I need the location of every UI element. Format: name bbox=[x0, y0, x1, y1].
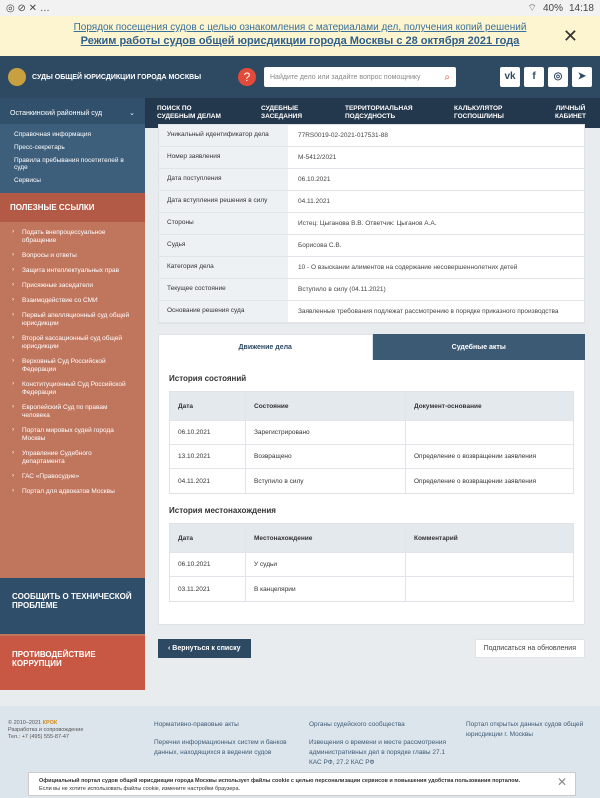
case-info-row bbox=[159, 147, 584, 169]
sidebar-item-info[interactable]: Справочная информация bbox=[14, 131, 91, 138]
history-table bbox=[169, 391, 574, 494]
table-row bbox=[170, 445, 573, 469]
table-cell: 06.10.2021 bbox=[170, 553, 246, 576]
case-history-panel bbox=[158, 360, 585, 625]
case-info-row bbox=[159, 191, 584, 213]
clock: 14:18 bbox=[568, 2, 594, 14]
case-info-value: 04.11.2021 bbox=[298, 198, 331, 205]
sidebar-link[interactable]: › Взаимодействие со СМИ bbox=[0, 294, 145, 309]
notice-link-visits[interactable]: Порядок посещения судов с целью ознакомления с материалами дел, получения копий решений bbox=[73, 22, 527, 33]
case-info-value: Заявленные требования подлежат рассмотрению в порядке приказного производства bbox=[298, 308, 559, 315]
case-info-row bbox=[159, 213, 584, 235]
table-cell: Определение о возвращении заявления bbox=[414, 453, 537, 460]
case-info-value: 10 - О взыскании алиментов на содержание несовершеннолетних детей bbox=[298, 264, 518, 271]
sidebar-link[interactable]: › Конституционный Суд Российской Федерации bbox=[0, 378, 145, 401]
case-info-row bbox=[159, 279, 584, 301]
location-table bbox=[169, 523, 574, 602]
footer-link[interactable]: Извещения о времени и месте рассмотрения административных дел в порядке главы 27.1 КАС РФ, 27.2 КАС РФ bbox=[309, 739, 447, 766]
sidebar-item-press[interactable]: Пресс-секретарь bbox=[14, 144, 65, 151]
status-bar bbox=[0, 0, 600, 16]
case-info-row bbox=[159, 169, 584, 191]
case-info-label: Текущее состояние bbox=[159, 279, 288, 300]
table-cell: 03.11.2021 bbox=[170, 577, 246, 601]
subscribe-button[interactable]: Подписаться на обновления bbox=[475, 639, 585, 658]
sidebar-link[interactable]: › Первый апелляционный суд общей юрисдикции bbox=[0, 309, 145, 332]
table-cell bbox=[406, 577, 573, 601]
telegram-icon[interactable]: ➤ bbox=[572, 67, 592, 87]
sidebar-link[interactable]: › Присяжные заседатели bbox=[0, 279, 145, 294]
cookie-banner: Официальный портал судов общей юрисдикции города Москвы использует файлы cookie с целью персонализации сервисов и повышения удобства пользования порталом. Если вы не хотите использовать файлы cookie, измените настройки браузера. ✕ bbox=[28, 772, 576, 796]
court-selector[interactable]: Останкинский районный суд ⌄ bbox=[0, 98, 145, 128]
tab-case-movement[interactable]: Движение дела bbox=[158, 334, 373, 360]
sidebar-link[interactable]: › Портал для адвокатов Москвы bbox=[0, 485, 145, 500]
table-row bbox=[170, 553, 573, 577]
column-header: Состояние bbox=[246, 392, 406, 420]
battery-level: 40% bbox=[542, 2, 563, 14]
back-to-list-button[interactable]: ‹ Вернуться к списку bbox=[158, 639, 251, 658]
footer-link[interactable]: Органы судейского сообщества bbox=[309, 721, 405, 728]
sidebar-link[interactable]: › Портал мировых судей города Москвы bbox=[0, 424, 145, 447]
anticorruption-button[interactable]: ПРОТИВОДЕЙСТВИЕ КОРРУПЦИИ bbox=[0, 636, 145, 690]
sidebar bbox=[0, 124, 145, 690]
table-cell: Возвращено bbox=[246, 445, 406, 468]
sidebar-link[interactable]: › Верховный Суд Российской Федерации bbox=[0, 355, 145, 378]
nav-cabinet[interactable]: ЛИЧНЫЙ КАБИНЕТ bbox=[554, 105, 586, 120]
sidebar-link[interactable]: › Подать внепроцессуальное обращение bbox=[0, 226, 145, 249]
sidebar-item-services[interactable]: Сервисы bbox=[14, 177, 41, 184]
chevron-down-icon: ⌄ bbox=[129, 110, 135, 117]
table-cell bbox=[406, 421, 573, 444]
case-info-label: Основание решения суда bbox=[159, 301, 288, 322]
case-info-value: Борисова С.В. bbox=[298, 242, 342, 249]
location-title: История местонахождения bbox=[169, 506, 276, 515]
table-cell: У судьи bbox=[246, 553, 406, 576]
case-info-label: Уникальный идентификатор дела bbox=[159, 125, 288, 146]
vk-icon[interactable]: vk bbox=[500, 67, 520, 87]
table-header bbox=[170, 524, 573, 553]
notice-banner bbox=[0, 16, 600, 56]
quick-links-title: ПОЛЕЗНЫЕ ССЫЛКИ bbox=[0, 193, 145, 222]
case-tabs bbox=[158, 334, 585, 360]
case-info-label: Стороны bbox=[159, 213, 288, 234]
table-cell: Зарегистрировано bbox=[246, 421, 406, 444]
sidebar-link[interactable]: › Вопросы и ответы bbox=[0, 249, 145, 264]
table-row bbox=[170, 469, 573, 493]
krok-logo[interactable]: КРОК bbox=[42, 720, 58, 726]
table-row bbox=[170, 577, 573, 601]
sidebar-link[interactable]: › Европейский Суд по правам человека bbox=[0, 401, 145, 424]
status-icons: ◎ ⊘ ✕ … bbox=[6, 2, 50, 14]
table-header bbox=[170, 392, 573, 421]
table-cell: Определение о возвращении заявления bbox=[414, 477, 537, 485]
history-title: История состояний bbox=[169, 374, 247, 383]
case-info-value: М-5412/2021 bbox=[298, 154, 337, 161]
site-header bbox=[0, 56, 600, 98]
table-cell: 13.10.2021 bbox=[170, 445, 246, 468]
case-info-label: Дата поступления bbox=[159, 169, 288, 190]
nav-calculator[interactable]: КАЛЬКУЛЯТОР ГОСПОШЛИНЫ bbox=[454, 105, 504, 120]
search-icon[interactable]: ⌕ bbox=[444, 71, 450, 83]
footer-link[interactable]: Нормативно-правовые акты bbox=[154, 721, 239, 728]
close-icon[interactable]: ✕ bbox=[556, 775, 567, 789]
nav-case-search[interactable]: ПОИСК ПО СУДЕБНЫМ ДЕЛАМ bbox=[157, 105, 221, 120]
emblem-icon bbox=[8, 68, 26, 86]
case-info-row bbox=[159, 257, 584, 279]
case-info-value: 77RS0019-02-2021-017531-88 bbox=[298, 132, 388, 139]
footer-copyright: © 2010–2021 КРОК Разработка и сопровождение Тел.: +7 (495) 555-87-47 bbox=[8, 720, 84, 740]
facebook-icon[interactable]: f bbox=[524, 67, 544, 87]
footer-link[interactable]: Портал открытых данных судов общей юрисдикции г. Москвы bbox=[466, 721, 584, 738]
column-header: Дата bbox=[170, 392, 246, 420]
search-input[interactable]: Найдите дело или задайте вопрос помощнику ⌕ bbox=[264, 67, 456, 87]
column-header: Комментарий bbox=[414, 534, 458, 542]
column-header: Документ-основание bbox=[414, 402, 482, 410]
case-content bbox=[158, 124, 585, 658]
case-info-row bbox=[159, 125, 584, 147]
table-cell: 06.10.2021 bbox=[170, 421, 246, 444]
social-links bbox=[500, 67, 592, 87]
instagram-icon[interactable]: ◎ bbox=[548, 67, 568, 87]
tab-court-acts[interactable]: Судебные акты bbox=[373, 334, 586, 360]
case-info-row bbox=[159, 235, 584, 257]
site-logo[interactable]: СУДЫ ОБЩЕЙ ЮРИСДИКЦИИ ГОРОДА МОСКВЫ bbox=[8, 68, 238, 86]
help-button[interactable]: ? bbox=[238, 68, 256, 86]
case-info-label: Категория дела bbox=[159, 257, 288, 278]
footer-link[interactable]: Перечни информационных систем и банков данных, находящихся в ведении судов bbox=[154, 739, 287, 756]
table-cell: Вступило в силу bbox=[246, 469, 406, 493]
case-info-label: Номер заявления bbox=[159, 147, 288, 168]
case-info-table bbox=[158, 124, 585, 324]
case-info-label: Дата вступления решения в силу bbox=[159, 191, 288, 212]
report-problem-button[interactable]: СООБЩИТЬ О ТЕХНИЧЕСКОЙ ПРОБЛЕМЕ bbox=[0, 578, 145, 634]
case-info-row bbox=[159, 301, 584, 323]
table-cell bbox=[406, 553, 573, 576]
nav-hearings[interactable]: СУДЕБНЫЕ ЗАСЕДАНИЯ bbox=[261, 105, 302, 120]
wifi-icon: ⌔ bbox=[527, 2, 537, 14]
sidebar-link[interactable]: › ГАС «Правосудие» bbox=[0, 470, 145, 485]
sidebar-link[interactable]: › Управление Судебного департамента bbox=[0, 447, 145, 470]
column-header: Дата bbox=[170, 524, 246, 552]
table-cell: 04.11.2021 bbox=[170, 469, 246, 493]
case-info-value: 06.10.2021 bbox=[298, 176, 331, 183]
sidebar-link[interactable]: › Защита интеллектуальных прав bbox=[0, 264, 145, 279]
nav-jurisdiction[interactable]: ТЕРРИТОРИАЛЬНАЯ ПОДСУДНОСТЬ bbox=[345, 105, 413, 120]
column-header: Местонахождение bbox=[246, 524, 406, 552]
table-cell: В канцелярии bbox=[246, 577, 406, 601]
sidebar-item-rules[interactable]: Правила пребывания посетителей в суде bbox=[14, 157, 124, 171]
notice-link-schedule[interactable]: Режим работы судов общей юрисдикции города Москвы с 28 октября 2021 года bbox=[80, 35, 520, 47]
case-info-value: Вступило в силу (04.11.2021) bbox=[298, 286, 386, 293]
table-row bbox=[170, 421, 573, 445]
close-icon[interactable]: ✕ bbox=[562, 26, 578, 46]
case-info-value: Истец: Цыганова В.В. Ответчик: Цыганов А.А. bbox=[298, 220, 437, 227]
case-info-label: Судья bbox=[159, 235, 288, 256]
sidebar-link[interactable]: › Второй кассационный суд общей юрисдикции bbox=[0, 332, 145, 355]
